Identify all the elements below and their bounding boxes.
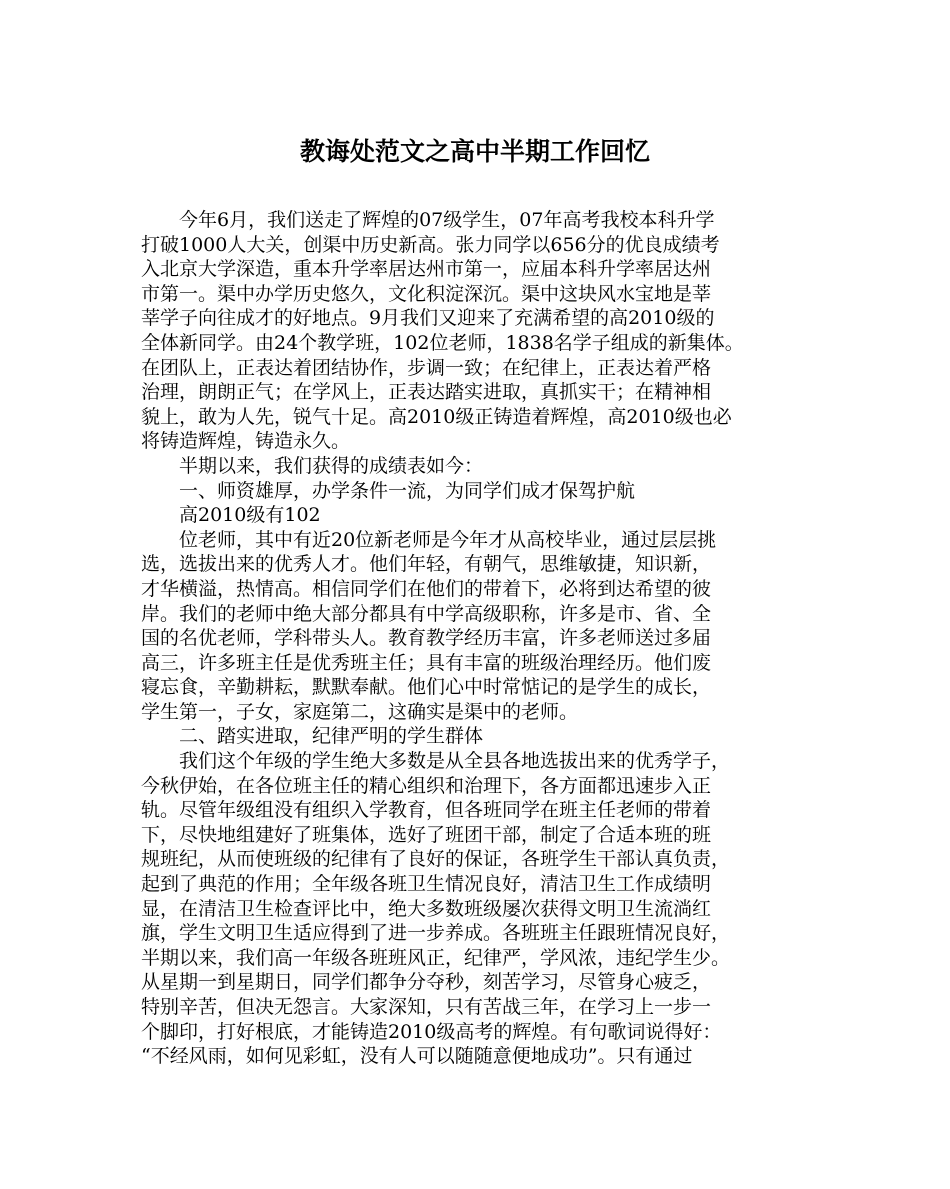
body-line: 全体新同学。由24个教学班，102位老师，1838名学子组成的新集体。 — [141, 331, 744, 354]
body-line: 国的名优老师，学科带头人。教育教学经历丰富，许多老师送过多届 — [141, 627, 712, 650]
document-body — [141, 208, 825, 1069]
body-line: 今秋伊始，在各位班主任的精心组织和治理下，各方面都迅速步入正 — [141, 774, 712, 797]
body-line: 显，在清洁卫生检查评比中，绝大多数班级屡次获得文明卫生流淌红 — [141, 897, 712, 920]
body-line: 轨。尽管年级组没有组织入学教育，但各班同学在班主任老师的带着 — [141, 799, 712, 822]
body-line: “不经风雨，如何见彩虹，没有人可以随随意便地成功”。只有通过 — [141, 1045, 693, 1068]
body-line: 选，选拔出来的优秀人才。他们年轻，有朝气，思维敏捷，知识新， — [141, 553, 712, 576]
document-title: 教诲处范文之高中半期工作回忆 — [299, 137, 650, 166]
body-line: 半期以来，我们高一年级各班班风正，纪律严，学风浓，违纪学生少。 — [141, 946, 731, 969]
body-line: 治理，朗朗正气；在学风上，正表达踏实进取，真抓实干；在精神相 — [141, 381, 712, 404]
body-line: 入北京大学深造，重本升学率居达州市第一，应届本科升学率居达州 — [141, 258, 712, 281]
body-line: 岸。我们的老师中绝大部分都具有中学高级职称，许多是市、省、全 — [141, 602, 712, 625]
body-line: 位老师，其中有近20位新老师是今年才从高校毕业，通过层层挑 — [141, 528, 717, 551]
body-line: 旗，学生文明卫生适应得到了进一步养成。各班班主任跟班情况良好， — [141, 922, 731, 945]
body-line: 我们这个年级的学生绝大多数是从全县各地选拔出来的优秀学子， — [141, 750, 731, 773]
body-line: 高2010级有102 — [141, 504, 321, 527]
body-line: 今年6月，我们送走了辉煌的07级学生，07年高考我校本科升学 — [141, 209, 715, 231]
body-line: 特别辛苦，但决无怨言。大家深知，只有苦战三年，在学习上一步一 — [141, 996, 712, 1018]
body-line: 起到了典范的作用；全年级各班卫生情况良好，清洁卫生工作成绩明 — [141, 873, 712, 896]
body-line: 在团队上，正表达着团结协作，步调一致；在纪律上，正表达着严格 — [141, 356, 712, 379]
body-line: 打破1000人大关，创渠中历史新高。张力同学以656分的优良成绩考 — [141, 233, 720, 256]
body-line: 寝忘食，辛勤耕耘，默默奉献。他们心中时常惦记的是学生的成长， — [141, 676, 712, 699]
body-line: 将铸造辉煌，铸造永久。 — [141, 430, 351, 453]
body-line: 二、踏实进取，纪律严明的学生群体 — [141, 725, 484, 748]
body-line: 个脚印，打好根底，才能铸造2010级高考的辉煌。有句歌词说得好： — [141, 1020, 722, 1043]
body-line: 莘学子向往成才的好地点。9月我们又迎来了充满希望的高2010级的 — [141, 307, 715, 330]
body-line: 才华横溢，热情高。相信同学们在他们的带着下，必将到达希望的彼 — [141, 577, 712, 600]
body-line: 半期以来，我们获得的成绩表如今： — [141, 454, 484, 477]
body-line: 规班纪，从而使班级的纪律有了良好的保证，各班学生干部认真负责， — [141, 848, 731, 871]
body-line: 市第一。渠中办学历史悠久，文化积淀深沉。渠中这块风水宝地是莘 — [141, 282, 712, 305]
body-line: 高三，许多班主任是优秀班主任；具有丰富的班级治理经历。他们废 — [141, 651, 712, 674]
body-line: 下，尽快地组建好了班集体，选好了班团干部，制定了合适本班的班 — [141, 823, 712, 846]
body-line: 貌上，敢为人先，锐气十足。高2010级正铸造着辉煌，高2010级也必 — [141, 405, 732, 428]
body-line: 从星期一到星期日，同学们都争分夺秒，刻苦学习，尽管身心疲乏， — [141, 971, 712, 994]
body-line: 学生第一，子女，家庭第二，这确实是渠中的老师。 — [141, 700, 579, 723]
body-line: 一、师资雄厚，办学条件一流，为同学们成才保驾护航 — [141, 479, 636, 502]
